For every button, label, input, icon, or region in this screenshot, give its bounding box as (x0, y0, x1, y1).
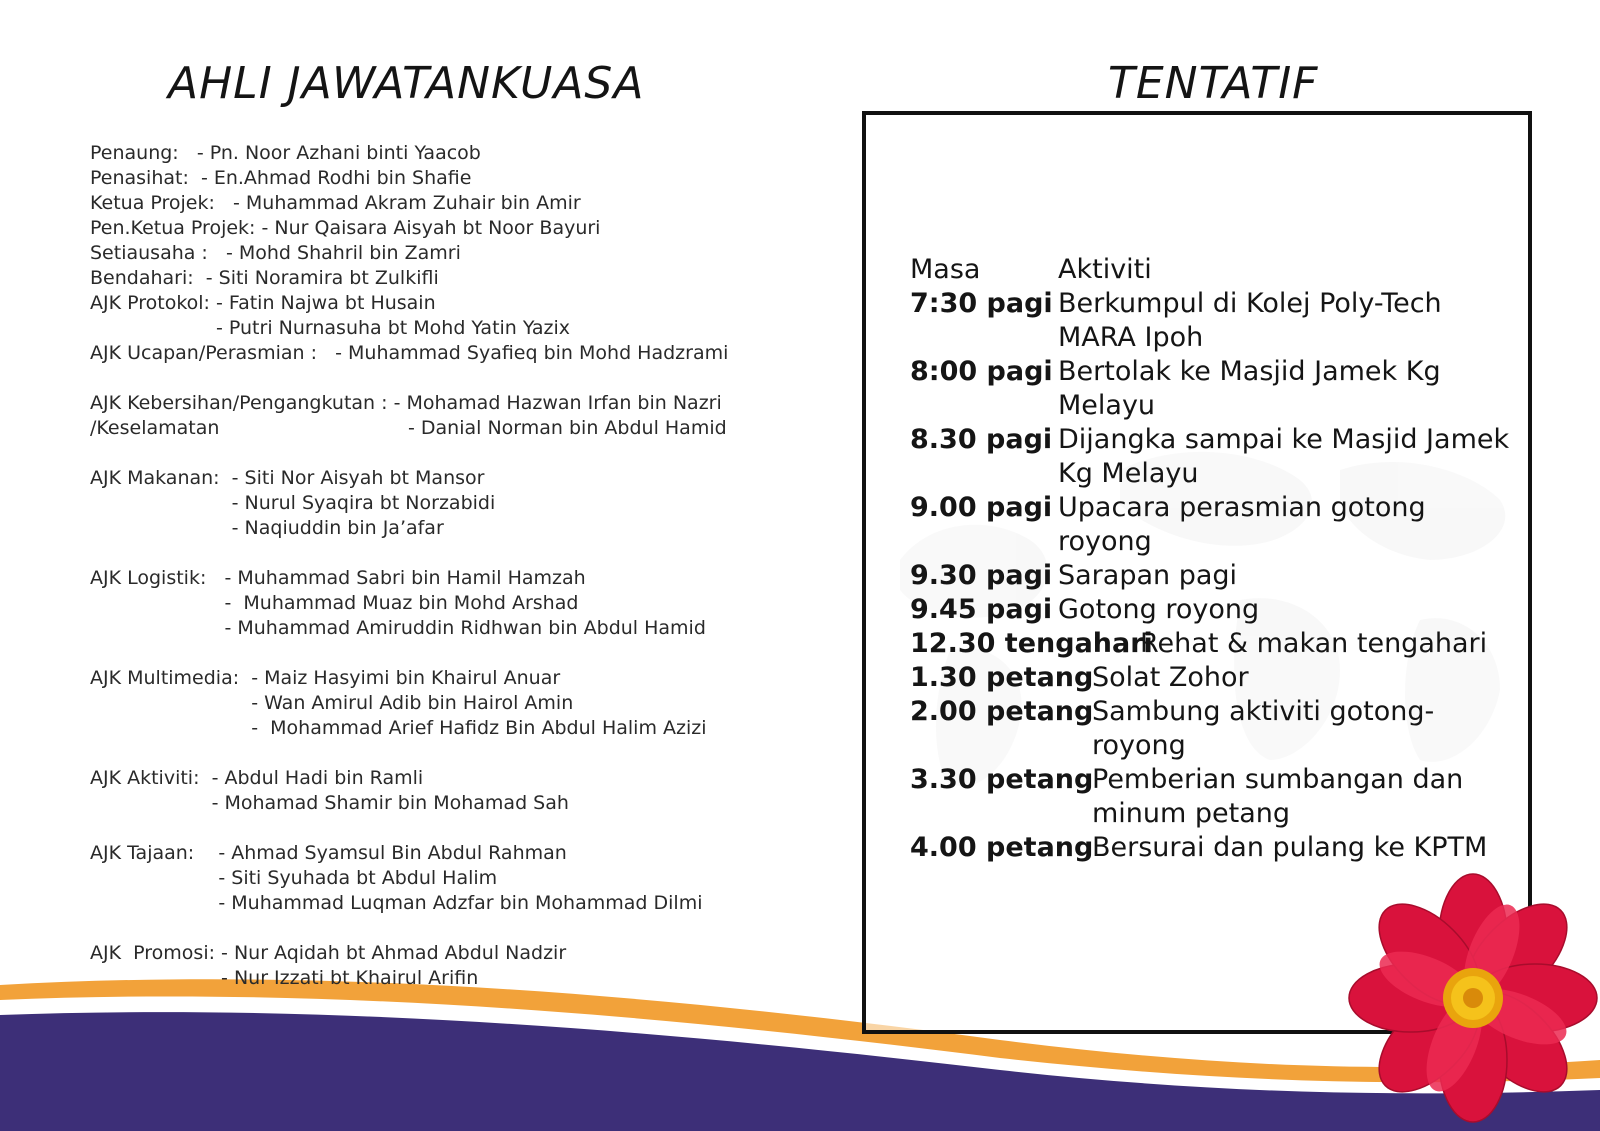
schedule-row (910, 423, 1510, 491)
role-label: AJK Multimedia: (90, 667, 252, 689)
member-name: - Nurul Syaqira bt Norzabidi (231, 492, 496, 514)
member-name: - Mohamad Shamir bin Mohamad Sah (211, 792, 569, 814)
schedule-time: 7:30 pagi (910, 288, 1053, 319)
role-label: Pen.Ketua Projek: (90, 217, 262, 239)
member-name: - Fatin Najwa bt Husain (216, 292, 436, 314)
schedule-row (910, 627, 1510, 661)
committee-row-multimedia (90, 666, 810, 741)
schedule-header-activity: Aktiviti (1058, 254, 1152, 285)
member-names (216, 291, 570, 341)
role-label: AJK Ucapan/Perasmian : (90, 342, 336, 364)
member-name: - Mohamad Hazwan Irfan bin Nazri (393, 392, 722, 414)
committee-row-ketua (90, 191, 810, 216)
member-name: - Nur Aqidah bt Ahmad Abdul Nadzir (221, 942, 567, 964)
member-name: - Siti Noramira bt Zulkifli (205, 267, 439, 289)
schedule-time: 12.30 tengahari (910, 628, 1153, 659)
schedule-time: 2.00 petang (910, 696, 1094, 727)
schedule-time: 9.00 pagi (910, 492, 1053, 523)
role-label: Bendahari: (90, 267, 206, 289)
schedule-activity: Rehat & makan tengahari (1140, 628, 1488, 659)
member-name: - En.Ahmad Rodhi bin Shafie (200, 167, 472, 189)
schedule-activity: Pemberian sumbangan dan minum petang (1092, 764, 1464, 829)
schedule-time: 8:00 pagi (910, 356, 1053, 387)
role-label: AJK Tajaan: (90, 842, 219, 864)
schedule-row (910, 695, 1510, 763)
committee-row-penaung (90, 141, 810, 166)
schedule-row (910, 491, 1510, 559)
member-name: - Pn. Noor Azhani binti Yaacob (196, 142, 481, 164)
member-name: - Siti Syuhada bt Abdul Halim (218, 867, 498, 889)
schedule-row (910, 559, 1510, 593)
schedule-time: 3.30 petang (910, 764, 1094, 795)
member-names (224, 566, 705, 641)
member-name: - Muhammad Luqman Adzfar bin Mohammad Dilmi (218, 892, 703, 914)
member-name: - Muhammad Sabri bin Hamil Hamzah (224, 567, 586, 589)
role-label: Penaung: (90, 142, 197, 164)
member-name: - Danial Norman bin Abdul Hamid (408, 417, 727, 439)
schedule-activity: Gotong royong (1058, 594, 1260, 625)
committee-row-aktiviti (90, 766, 810, 816)
role-label: Penasihat: (90, 167, 201, 189)
role-label: AJK Logistik: (90, 567, 225, 589)
member-names (232, 466, 496, 541)
member-name: - Muhammad Akram Zuhair bin Amir (233, 192, 581, 214)
committee-row-protokol (90, 291, 810, 341)
schedule-time: 9.30 pagi (910, 560, 1053, 591)
schedule-activity: Upacara perasmian gotong royong (1058, 492, 1426, 557)
schedule-activity: Berkumpul di Kolej Poly-Tech MARA Ipoh (1058, 288, 1442, 353)
schedule-row (910, 831, 1510, 865)
schedule-time: 1.30 petang (910, 662, 1094, 693)
committee-row-logistik (90, 566, 810, 641)
committee-row-penasihat (90, 166, 810, 191)
member-name: - Muhammad Amiruddin Ridhwan bin Abdul Hamid (224, 617, 706, 639)
member-name: - Putri Nurnasuha bt Mohd Yatin Yazix (216, 317, 571, 339)
committee-row-makanan (90, 466, 810, 541)
role-label: AJK Makanan: (90, 467, 232, 489)
committee-row-kebersihan (90, 391, 810, 441)
committee-row-pen-ketua (90, 216, 810, 241)
member-name: - Muhammad Muaz bin Mohd Arshad (224, 592, 579, 614)
member-name: - Maiz Hasyimi bin Khairul Anuar (251, 667, 561, 689)
schedule-row (910, 763, 1510, 831)
flower-illustration (1345, 870, 1600, 1128)
role-label: AJK Kebersihan/Pengangkutan : (90, 392, 394, 414)
member-name: - Abdul Hadi bin Ramli (211, 767, 424, 789)
schedule-time: 9.45 pagi (910, 594, 1053, 625)
role-label: AJK Aktiviti: (90, 767, 212, 789)
committee-heading: AHLI JAWATANKUASA (168, 58, 645, 109)
schedule-activity: Sarapan pagi (1058, 560, 1238, 591)
committee-row-promosi (90, 941, 810, 991)
schedule-activity: Bersurai dan pulang ke KPTM (1092, 832, 1488, 863)
role-label: AJK Promosi: (90, 942, 222, 964)
member-name: - Naqiuddin bin Ja’afar (231, 517, 444, 539)
committee-row-setiausaha (90, 241, 810, 266)
schedule-time: 8.30 pagi (910, 424, 1053, 455)
committee-row-bendahari (90, 266, 810, 291)
member-names (251, 666, 706, 741)
member-name: - Nur Qaisara Aisyah bt Noor Bayuri (261, 217, 601, 239)
schedule-row (910, 287, 1510, 355)
schedule-activity: Sambung aktiviti gotong-royong (1092, 696, 1435, 761)
committee-row-ucapan (90, 341, 810, 366)
role-label-continued: /Keselamatan (90, 417, 220, 439)
schedule-time: 4.00 petang (910, 832, 1094, 863)
schedule-activity: Bertolak ke Masjid Jamek Kg Melayu (1058, 356, 1441, 421)
schedule-activity: Dijangka sampai ke Masjid Jamek Kg Melayu (1058, 424, 1510, 489)
schedule-row (910, 355, 1510, 423)
schedule-heading: TENTATIF (1108, 58, 1319, 109)
schedule-header-row (910, 253, 1510, 287)
member-name: - Mohammad Arief Hafidz Bin Abdul Halim Azizi (251, 717, 707, 739)
schedule-header-time: Masa (910, 254, 981, 285)
schedule-row (910, 661, 1510, 695)
member-names (212, 766, 569, 816)
schedule-activity: Solat Zohor (1092, 662, 1249, 693)
committee-list (90, 141, 810, 991)
role-label: Ketua Projek: (90, 192, 234, 214)
member-name: - Nur Izzati bt Khairul Arifin (221, 967, 479, 989)
role-label: AJK Protokol: (90, 292, 216, 314)
member-name: - Mohd Shahril bin Zamri (225, 242, 461, 264)
committee-row-tajaan (90, 841, 810, 916)
member-names (218, 841, 702, 916)
role-label: Setiausaha : (90, 242, 226, 264)
member-name: - Ahmad Syamsul Bin Abdul Rahman (218, 842, 567, 864)
member-name: - Muhammad Syafieq bin Mohd Hadzrami (335, 342, 729, 364)
schedule-row (910, 593, 1510, 627)
member-names (221, 941, 566, 991)
member-name: - Siti Nor Aisyah bt Mansor (231, 467, 485, 489)
member-name: - Wan Amirul Adib bin Hairol Amin (251, 692, 574, 714)
schedule-table (910, 253, 1510, 865)
